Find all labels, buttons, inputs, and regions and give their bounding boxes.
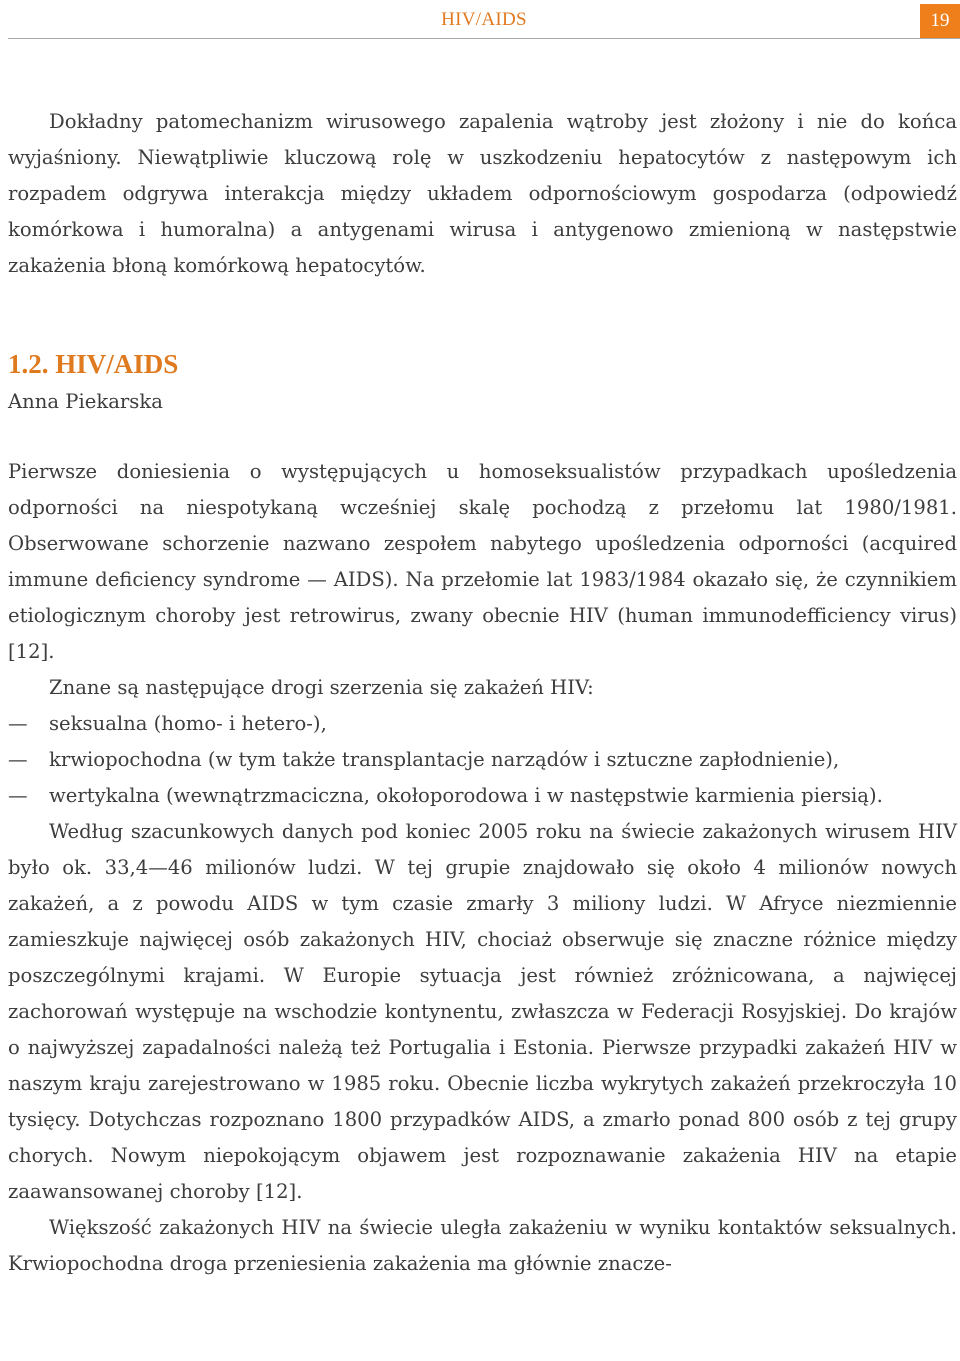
- paragraph-sexual-transmission: Większość zakażonych HIV na świecie uległa zakażeniu w wyniku kontaktów seksualnych. Krwiopochodna droga przeniesienia zakażenia ma głównie znacze-: [8, 1216, 957, 1275]
- dash-bullet: —: [8, 784, 28, 807]
- list-item-text: krwiopochodna (w tym także transplantacje narządów i sztuczne zapłodnienie),: [49, 748, 840, 771]
- page-body: [8, 104, 957, 1282]
- list-item: [8, 742, 957, 778]
- section-author: Anna Piekarska: [8, 390, 163, 413]
- section-heading: [8, 346, 957, 383]
- paragraph-history: Pierwsze doniesienia o występujących u homoseksualistów przypadkach upośledzenia odporności na niespotykaną wcześniej skalę pochodzą z przełomu lat 1980/1981. Obserwowane schorzenie nazwano zespołem nabytego upośledzenia odporności (acquired immune deficiency syndrome — AIDS). Na przełomie lat 1983/1984 okazało się, że czynnikiem etiologicznym choroby jest retrowirus, zwany obecnie HIV (human immunodefficiency virus) [12].: [8, 460, 957, 663]
- transmission-routes-list: [8, 706, 957, 814]
- section-number: 1.2.: [8, 349, 49, 379]
- section-title: HIV/AIDS: [55, 349, 179, 379]
- paragraph-epidemiology: Według szacunkowych danych pod koniec 2005 roku na świecie zakażonych wirusem HIV było ok. 33,4—46 milionów ludzi. W tej grupie znajdowało się około 4 milionów nowych zakażeń, a z powodu AIDS w tym czasie zmarły 3 miliony ludzi. W Afryce niezmiennie zamieszkuje najwięcej osób zakażonych HIV, chociaż obserwuje się znaczne różnice między poszczególnymi krajami. W Europie sytuacja jest również zróżnicowana, a najwięcej zachorowań występuje na wschodzie kontynentu, zwłaszcza w Federacji Rosyjskiej. Do krajów o najwyższej zapadalności należą też Portugalia i Estonia. Pierwsze przypadki zakażeń HIV w naszym kraju zarejestrowano w 1985 roku. Obecnie liczba wykrytych zakażeń przekroczyła 10 tysięcy. Dotychczas rozpoznano 1800 przypadków AIDS, a zmarło ponad 800 osób z tej grupy chorych. Nowym niepokojącym objawem jest rozpoznawanie zakażenia HIV na etapie zaawansowanej choroby [12].: [8, 820, 957, 1203]
- list-item: [8, 706, 957, 742]
- running-header: [8, 0, 960, 39]
- page-number-badge: 19: [920, 4, 960, 38]
- intro-paragraph: Dokładny patomechanizm wirusowego zapalenia wątroby jest złożony i nie do końca wyjaśniony. Niewątpliwie kluczową rolę w uszkodzeniu hepatocytów z następowym ich rozpadem odgrywa interakcja między układem odpornościowym gospodarza (odpowiedź komórkowa i humoralna) a antygenami wirusa i antygenowo zmienioną w następstwie zakażenia błoną komórkową hepatocytów.: [8, 110, 957, 277]
- author-spacer: [8, 420, 957, 454]
- list-item-text: wertykalna (wewnątrzmaciczna, okołoporodowa i w następstwie karmienia piersią).: [49, 784, 883, 807]
- dash-bullet: —: [8, 748, 28, 771]
- dash-bullet: —: [8, 712, 28, 735]
- list-item: [8, 778, 957, 814]
- section-spacer: [8, 284, 957, 346]
- paragraph-routes-intro: Znane są następujące drogi szerzenia się zakażeń HIV:: [49, 676, 594, 699]
- running-header-title: HIV/AIDS: [441, 9, 527, 30]
- list-item-text: seksualna (homo- i hetero-),: [49, 712, 327, 735]
